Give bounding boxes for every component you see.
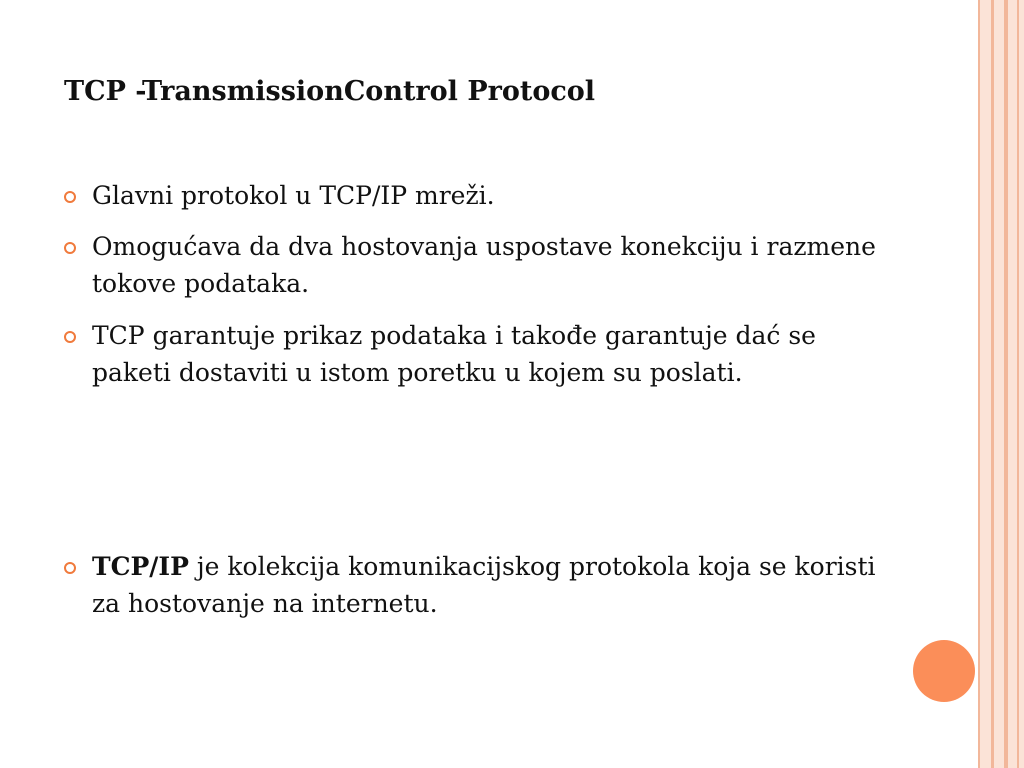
bullet-circle-icon [64, 331, 76, 343]
bullet-item [64, 228, 894, 302]
decorative-circle-icon [913, 640, 975, 702]
bullet-strong-term: TCP/IP [92, 552, 189, 581]
bullet-item [64, 317, 894, 391]
bullet-circle-icon [64, 191, 76, 203]
bullet-circle-icon [64, 242, 76, 254]
bullet-rest-text: je kolekcija komunikacijskog protokola koja se koristi za hostovanje na internetu. [92, 552, 876, 618]
bullet-text: Glavni protokol u TCP/IP mreži. [92, 181, 495, 210]
slide-title: TCP -TransmissionControl Protocol [64, 76, 596, 107]
bullet-item [64, 177, 894, 214]
border-stripe [991, 0, 994, 768]
bullet-text: Omogućava da dva hostovanja uspostave konekciju i razmene tokove podataka. [92, 232, 876, 298]
border-stripe [1004, 0, 1008, 768]
border-stripe [978, 0, 980, 768]
bullet-item [64, 548, 894, 622]
border-stripe [1017, 0, 1019, 768]
bullet-text: TCP garantuje prikaz podataka i takođe garantuje dać se paketi dostaviti u istom poretku u kojem su poslati. [92, 321, 816, 387]
bullet-circle-icon [64, 562, 76, 574]
bullet-text [92, 548, 894, 622]
